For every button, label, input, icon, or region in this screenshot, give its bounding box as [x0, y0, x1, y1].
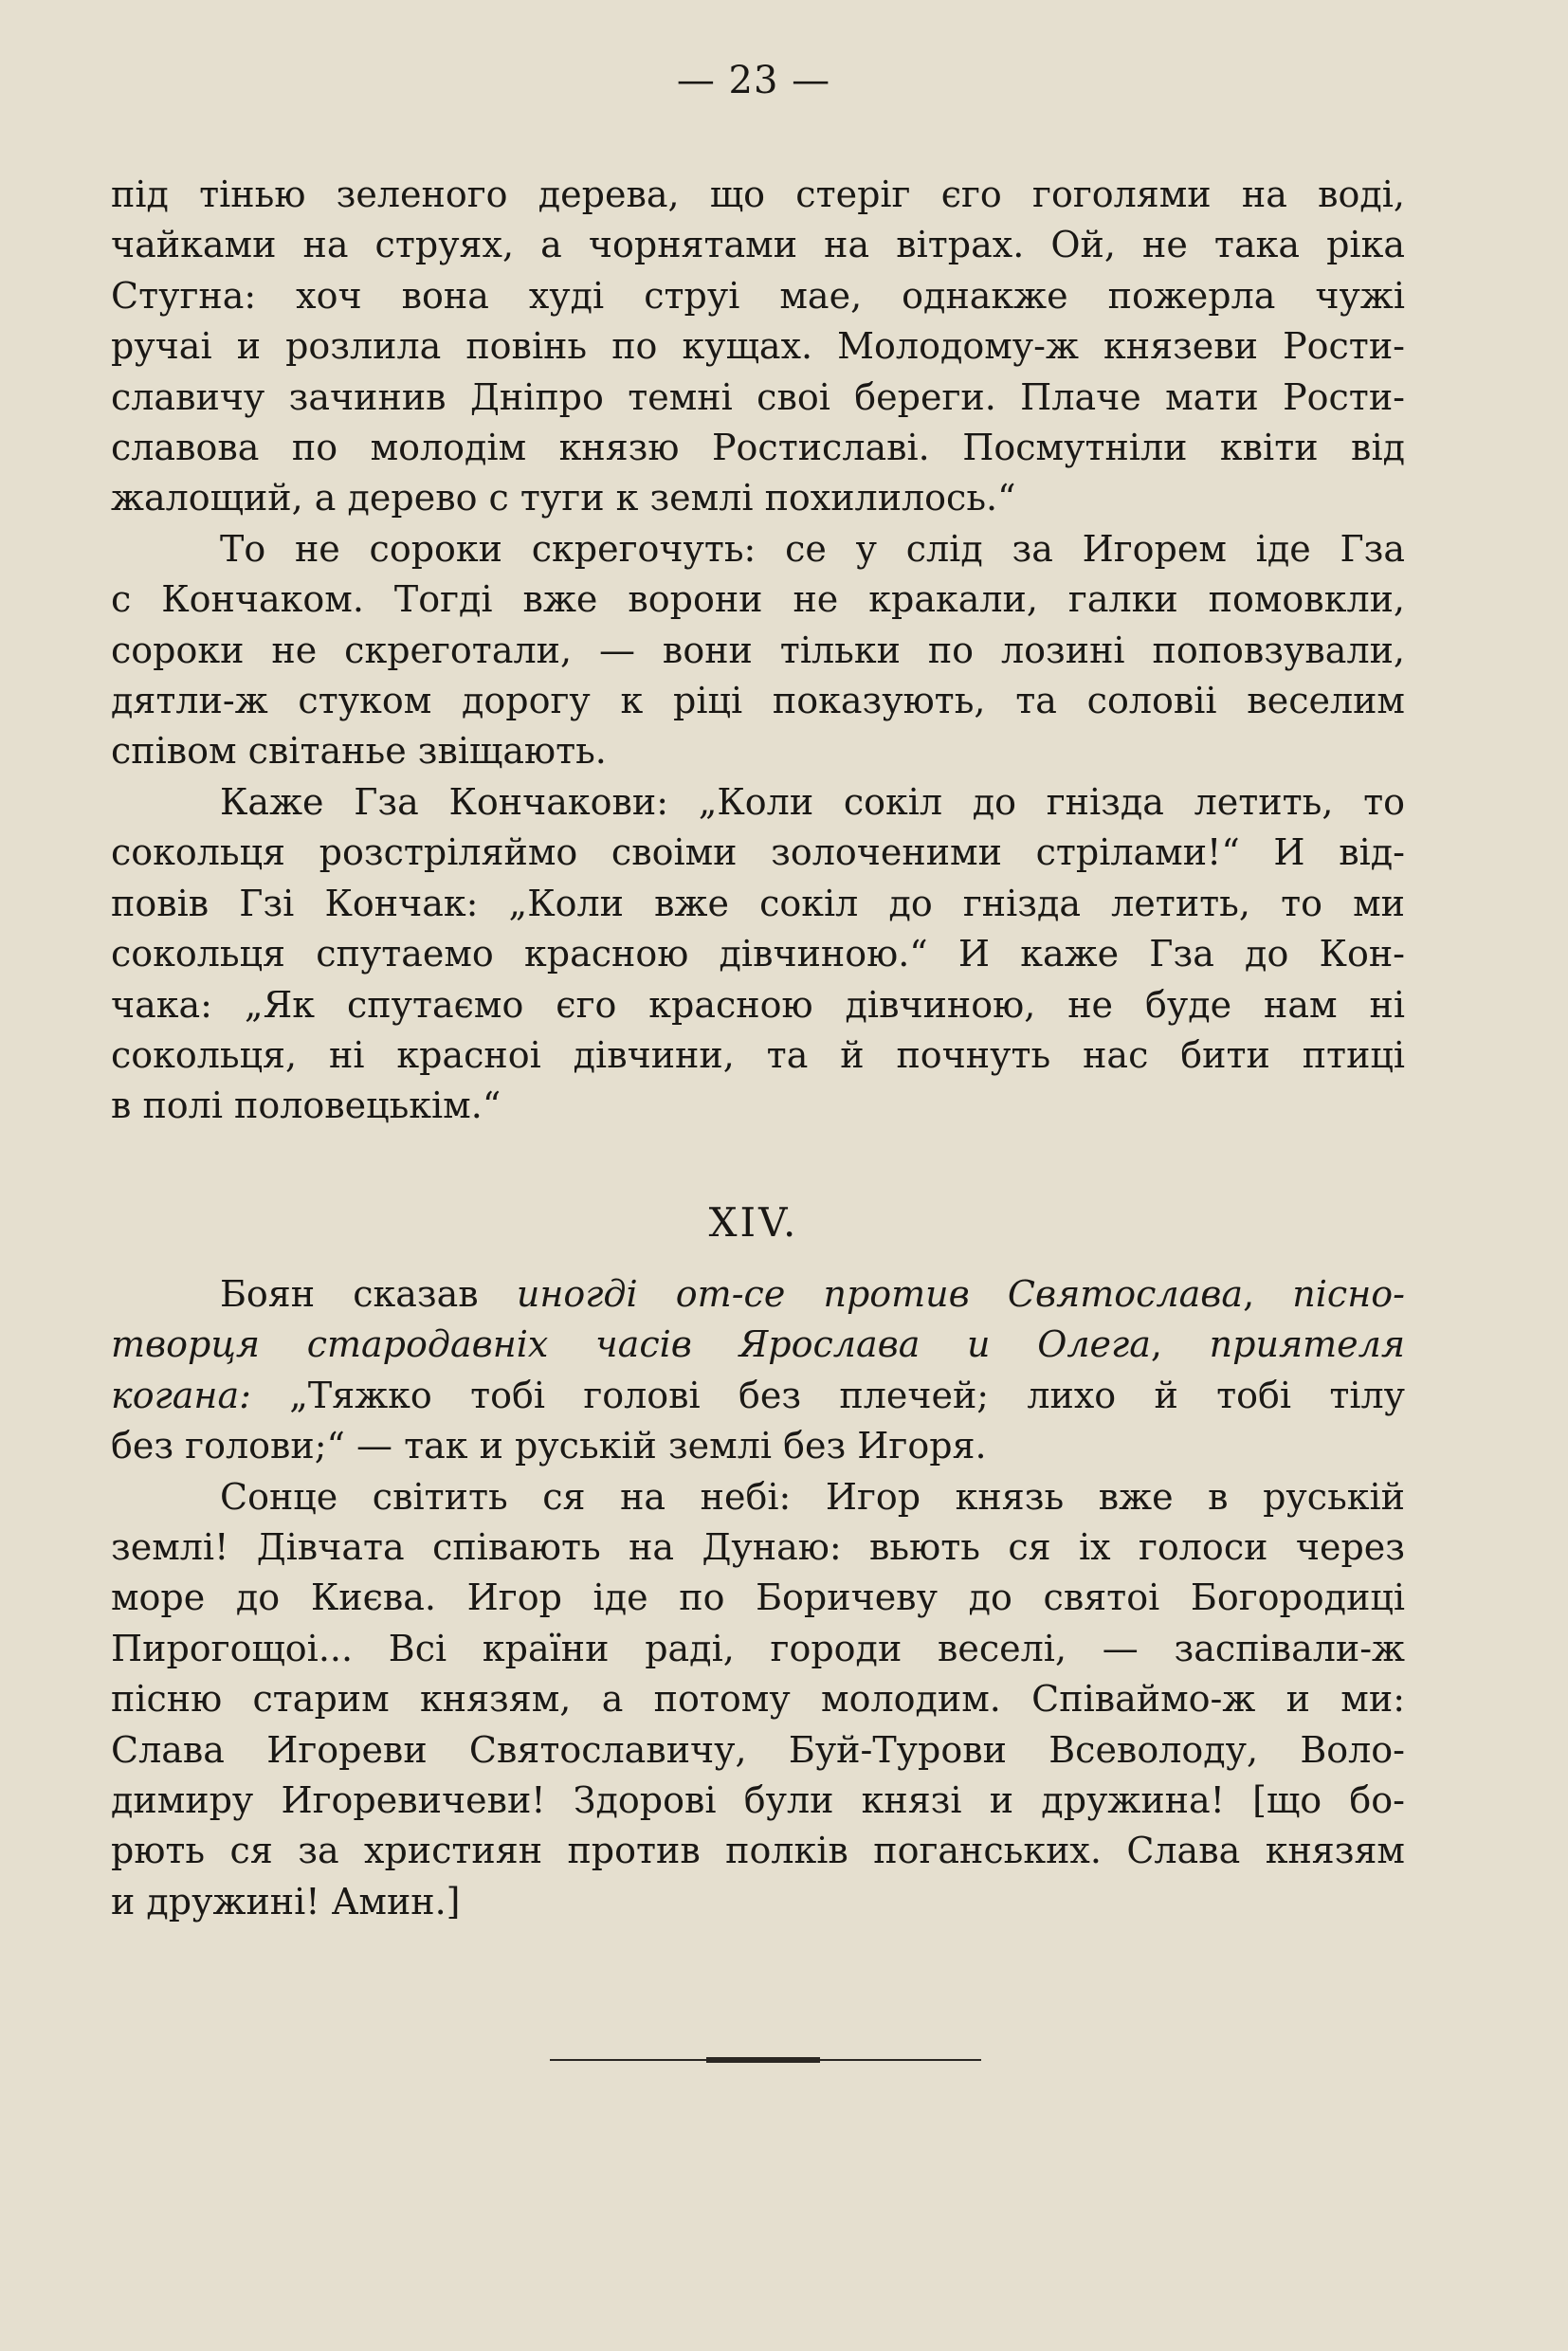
text-line — [111, 1421, 1405, 1471]
text-segment: ручаі и розлила повінь по кущах. Молодому-ж князеви Рости- — [111, 325, 1405, 368]
text-segment: море до Києва. Игор іде по Боричеву до святоі Богородиці — [111, 1576, 1405, 1619]
text-segment: без голови;“ — так и руській землі без Игоря. — [111, 1425, 987, 1467]
text-line — [111, 1776, 1405, 1826]
text-segment: и дружині! Амин.] — [111, 1880, 461, 1923]
text-segment: співом світанье звіщають. — [111, 730, 607, 773]
text-line — [111, 1624, 1405, 1674]
chapter-heading: XIV. — [708, 1199, 799, 1246]
text-segment: Стугна: хоч вона худі струі мае, однакже пожерла чужі — [111, 274, 1405, 317]
text-line — [111, 929, 1405, 979]
text-segment: , — [1243, 1273, 1293, 1315]
italic-text: когана: — [111, 1374, 251, 1416]
text-block-upper — [111, 170, 1405, 1132]
text-segment: чайками на струях, а чорнятами на вітрах. Ой, не така ріка — [111, 224, 1405, 266]
text-segment: сороки не скреготали, — вони тільки по лозині поповзували, — [111, 629, 1405, 671]
text-line — [111, 676, 1405, 726]
text-segment: Каже Гза Кончакови: „Коли сокіл до гнізда летить, то — [220, 780, 1405, 823]
text-line — [111, 321, 1405, 372]
text-segment: сокольця, ні красноі дівчини, та й почнуть нас бити птиці — [111, 1033, 1405, 1076]
text-line — [111, 271, 1405, 321]
text-line — [111, 828, 1405, 878]
text-block-lower — [111, 1269, 1405, 1927]
text-line — [111, 1826, 1405, 1876]
text-line — [111, 1320, 1405, 1370]
text-line — [111, 220, 1405, 270]
text-segment: землі! Дівчата співають на Дунаю: вьють ся іх голоси через — [111, 1526, 1405, 1569]
text-segment: чака: „Як спутаємо єго красною дівчиною, не буде нам ні — [111, 983, 1405, 1026]
text-line — [111, 1573, 1405, 1623]
text-segment: Боян сказав — [220, 1273, 517, 1315]
text-segment: пісню старим князям, а потому молодим. Співаймо-ж и ми: — [111, 1678, 1405, 1721]
text-segment: дятли-ж стуком дорогу к ріці показують, та соловіі веселим — [111, 680, 1405, 722]
end-rule-ornament — [706, 2057, 820, 2063]
text-line — [111, 473, 1405, 523]
text-segment: славичу зачинив Дніпро темні своі береги. Плаче мати Рости- — [111, 375, 1405, 418]
text-line — [111, 1472, 1405, 1522]
text-segment: рють ся за християн против полків поганських. Слава князям — [111, 1830, 1405, 1872]
page-number: — 23 — — [676, 59, 831, 102]
text-segment: Пирогощоі... Всі країни раді, городи веселі, — заспівали-ж — [111, 1627, 1405, 1669]
text-line — [111, 626, 1405, 676]
text-segment: славова по молодім князю Ростиславі. Посмутніли квіти від — [111, 427, 1405, 469]
text-segment: „Тяжко тобі голові без плечей; лихо й тобі тілу — [250, 1374, 1405, 1416]
text-line — [111, 373, 1405, 423]
italic-text: приятеля — [1209, 1323, 1405, 1366]
text-line — [111, 879, 1405, 929]
text-line — [111, 1522, 1405, 1573]
text-line — [111, 726, 1405, 776]
italic-text: творця стародавніх часів Ярослава и Олега — [111, 1323, 1151, 1366]
italic-text: иногді от-се против Святослава — [516, 1273, 1244, 1315]
text-line — [111, 1674, 1405, 1724]
text-line — [111, 524, 1405, 574]
text-line — [111, 980, 1405, 1030]
text-line — [111, 423, 1405, 473]
text-segment: повів Гзі Кончак: „Коли вже сокіл до гнізда летить, то ми — [111, 882, 1405, 924]
text-segment: сокольця спутаемо красною дівчиною.“ И каже Гза до Кон- — [111, 933, 1405, 975]
text-line — [111, 1877, 1405, 1927]
text-segment: Сонце світить ся на небі: Игор князь вже в руській — [220, 1475, 1405, 1518]
text-line — [111, 1081, 1405, 1131]
text-line — [111, 1030, 1405, 1081]
text-segment: жалощий, а дерево с туги к землі похилилось.“ — [111, 477, 1016, 519]
text-segment: в полі половецькім.“ — [111, 1084, 501, 1127]
text-segment: с Кончаком. Тогді вже ворони не кракали, галки помовкли, — [111, 578, 1405, 621]
text-segment: То не сороки скрегочуть: се у слід за Игорем іде Гза — [220, 527, 1405, 570]
text-line — [111, 574, 1405, 625]
text-line — [111, 1725, 1405, 1776]
text-line — [111, 777, 1405, 828]
text-segment: під тінью зеленого дерева, що стеріг єго гоголями на воді, — [111, 173, 1405, 215]
text-segment: , — [1150, 1323, 1210, 1366]
text-segment: димиру Игоревичеви! Здорові були князі и дружина! [що бо- — [111, 1779, 1405, 1822]
text-segment: сокольця розстріляймо своіми золоченими стрілами!“ И від- — [111, 831, 1405, 874]
italic-text: пісно- — [1292, 1273, 1405, 1315]
text-line — [111, 1371, 1405, 1421]
text-line — [111, 1269, 1405, 1320]
text-line — [111, 170, 1405, 220]
text-segment: Слава Игореви Святославичу, Буй-Турови Всеволоду, Воло- — [111, 1728, 1405, 1771]
